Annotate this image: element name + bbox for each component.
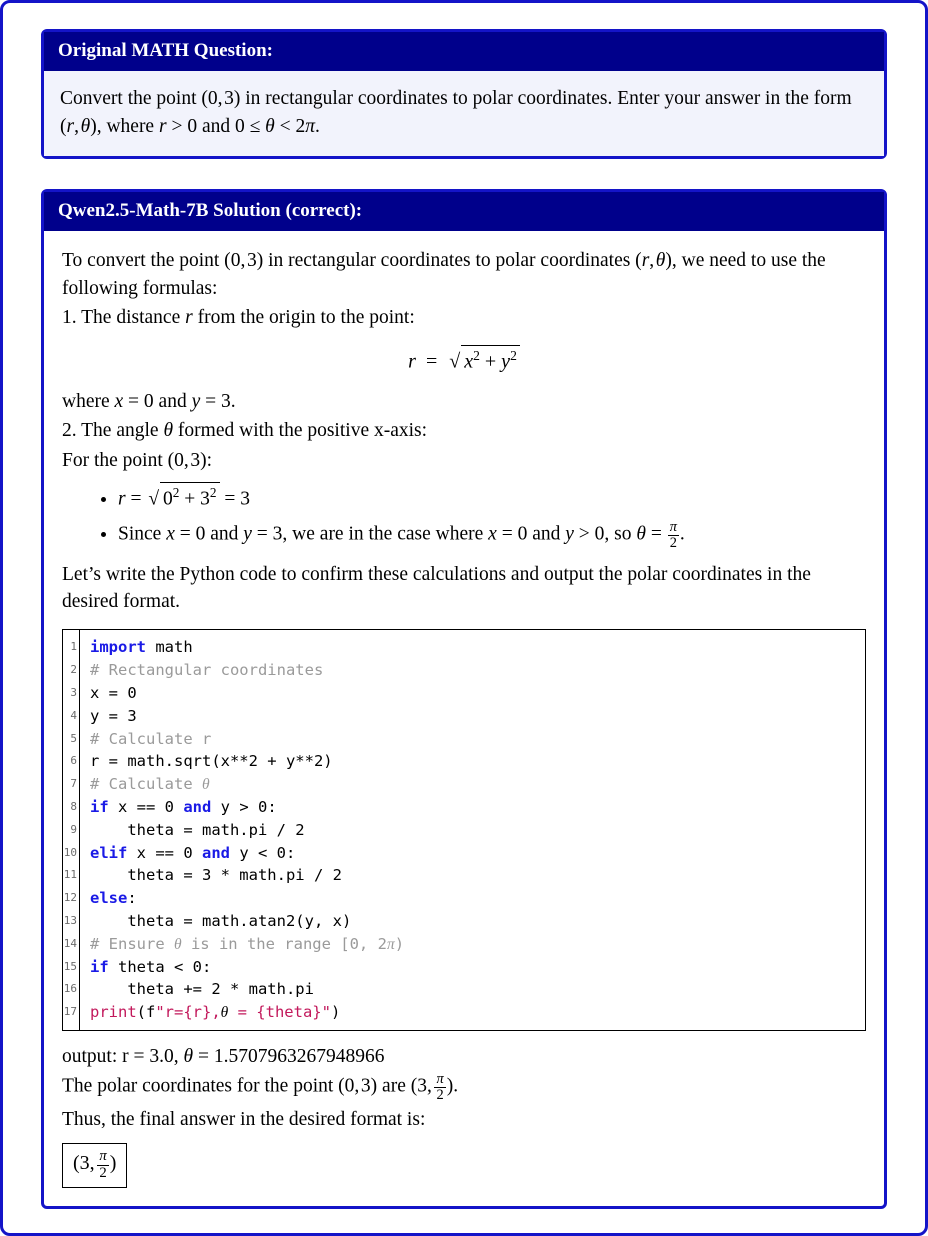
code-line: if theta < 0: xyxy=(90,957,212,976)
thus-line: Thus, the final answer in the desired format is: xyxy=(62,1108,426,1130)
code-line: theta = math.atan2(y, x) xyxy=(90,912,352,931)
code-line: theta = math.pi / 2 xyxy=(90,820,305,839)
line-number: 15 xyxy=(63,959,77,973)
question-point: (0, 3) xyxy=(201,88,241,109)
code-line: r = math.sqrt(x**2 + y**2) xyxy=(90,752,333,771)
line-number: 6 xyxy=(70,754,77,768)
bullet-theta-value: • Since x = 0 and y = 3, we are in the case where x = 0 and y > 0, so θ = $\frac{\pi}{2}$ . xyxy=(118,520,866,551)
solution-step2: 2. The angle θ formed with the positive x-axis: xyxy=(62,420,428,442)
code-line: # Ensure θ is in the range [0, 2π) xyxy=(90,934,405,953)
question-text-part5: . xyxy=(315,115,320,137)
solution-where: where x = 0 and y = 3. xyxy=(62,390,236,412)
code-line: elif x == 0 and y < 0: xyxy=(90,843,296,862)
line-number: 1 xyxy=(70,640,77,654)
question-box xyxy=(41,29,887,159)
code-line-numbers xyxy=(62,630,79,1030)
bullet-r-value: • r = √ $0^2 + 3^2 = 3$ xyxy=(118,482,866,514)
line-number: 5 xyxy=(70,731,77,745)
formula-r: r = √ $x^2 + y^2$ xyxy=(62,345,866,376)
question-body xyxy=(44,71,884,156)
question-text-part3: , where xyxy=(96,115,159,137)
code-line: # Calculate r xyxy=(90,729,212,748)
line-number: 7 xyxy=(70,777,77,791)
final-answer: (3, $\frac{\pi}{2}$ ) xyxy=(62,1143,127,1188)
code-lines xyxy=(79,630,865,1030)
code-line: x = 0 xyxy=(90,684,137,703)
question-cond2: 0 ≤ θ < 2π xyxy=(234,115,316,137)
line-number: 12 xyxy=(63,891,77,905)
code-line: else: xyxy=(90,889,137,908)
code-line: if x == 0 and y > 0: xyxy=(90,798,277,817)
solution-bullets xyxy=(62,482,866,551)
code-block xyxy=(62,629,866,1031)
line-number: 14 xyxy=(63,936,77,950)
question-text-part4: and xyxy=(197,115,235,137)
line-number: 3 xyxy=(70,686,77,700)
code-line: theta += 2 * math.pi xyxy=(90,980,314,999)
code-line: import math xyxy=(90,638,193,657)
solution-body xyxy=(44,231,884,1206)
question-text-part2: in rectangular coordinates to polar coordinates. Enter your answer in the form xyxy=(240,88,852,109)
code-line: y = 3 xyxy=(90,706,137,725)
line-number: 16 xyxy=(63,982,77,996)
code-line: theta = 3 * math.pi / 2 xyxy=(90,866,342,885)
code-line: # Rectangular coordinates xyxy=(90,661,324,680)
code-line: print(f"r={r},θ = {theta}") xyxy=(90,1003,341,1022)
question-text-part1: Convert the point xyxy=(60,88,202,109)
solution-box xyxy=(41,189,887,1209)
question-form: (r, θ) xyxy=(60,115,97,137)
code-line: # Calculate θ xyxy=(90,775,210,794)
polar-result: The polar coordinates for the point (0, 3) are (3, $\frac{\pi}{2}$ ). xyxy=(62,1071,459,1104)
line-number: 11 xyxy=(63,868,77,882)
question-cond1: r > 0 xyxy=(158,115,198,137)
line-number: 8 xyxy=(70,800,77,814)
line-number: 10 xyxy=(63,845,77,859)
document-inner xyxy=(21,17,907,1209)
line-number: 2 xyxy=(70,663,77,677)
solution-step1: 1. The distance r from the origin to the point: xyxy=(62,306,415,328)
line-number: 4 xyxy=(70,708,77,722)
solution-for-point: For the point (0, 3): xyxy=(62,449,213,471)
code-output: output: r = 3.0, θ = 1.5707963267948966 xyxy=(62,1046,385,1068)
line-number: 9 xyxy=(70,822,77,836)
line-number: 17 xyxy=(63,1005,77,1019)
line-number: 13 xyxy=(63,914,77,928)
solution-closing: Let’s write the Python code to confirm these calculations and output the polar coordinates in the desired format. xyxy=(62,563,811,613)
solution-header: Qwen2.5-Math-7B Solution (correct): xyxy=(44,192,884,231)
solution-intro: To convert the point (0, 3) in rectangular coordinates to polar coordinates (r, θ), we need to use the following formulas: xyxy=(62,250,826,299)
question-header: Original MATH Question: xyxy=(44,32,884,71)
